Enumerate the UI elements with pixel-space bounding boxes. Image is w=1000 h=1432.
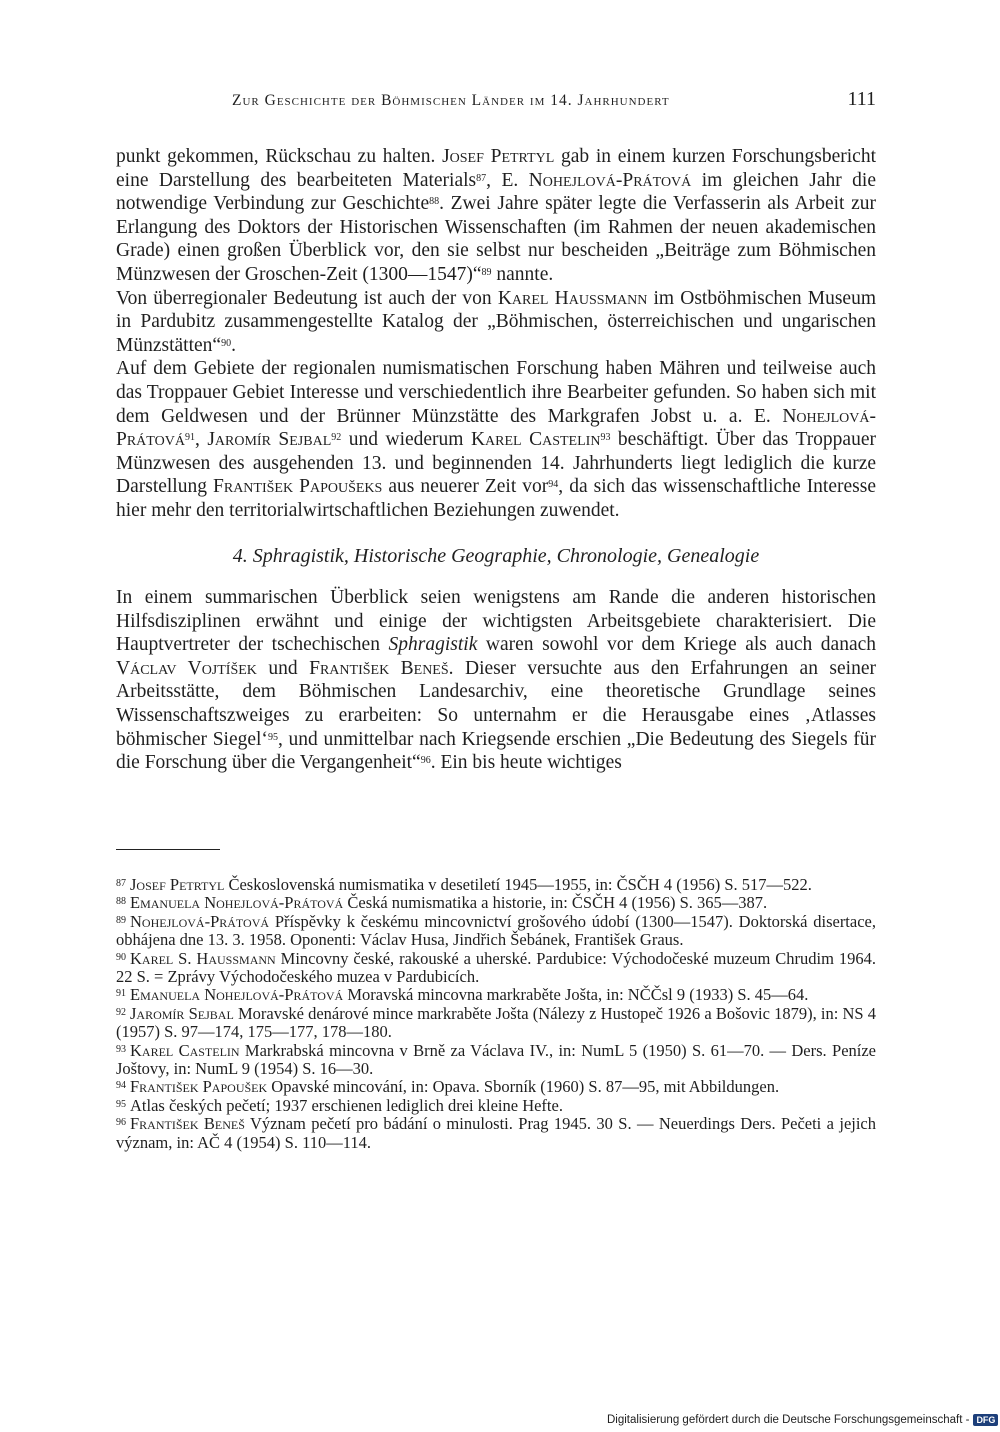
text: gab in einem kurzen Forschungsbericht eine Darstellung des bearbeiteten Materials <box>116 146 876 191</box>
text: , und unmittelbar nach Kriegsende erschien „Die Bedeutung des Siegels für die Forschung über die Vergangenheit“ <box>116 728 876 774</box>
footnote-author: Jaromír Sejbal <box>130 1003 234 1023</box>
text: , E. <box>486 169 529 191</box>
footnote-text: Mincovny české, rakouské a uherské. Pardubice: Východočeské muzeum Chrudim 1964. 22 S. = Zprávy Východočeského muzea v Pardubicích. <box>116 948 877 987</box>
footnote-text: Atlas českých pečetí; 1937 erschienen lediglich drei kleine Hefte. <box>130 1095 563 1115</box>
footnote-number: 93 <box>116 1043 126 1055</box>
footnote <box>116 1042 876 1079</box>
text: aus neuerer Zeit vor <box>382 476 549 498</box>
footnote-text: Význam pečetí pro bádání o minulosti. Prag 1945. 30 S. — Neuerdings Ders. Pečeti a jejich význam, in: AČ 4 (1954) S. 110—114. <box>116 1114 877 1152</box>
footnotes <box>116 876 876 1152</box>
section-heading: 4. Sphragistik, Historische Geographie, Chronologie, Genealogie <box>232 544 760 567</box>
text: im Ostböhmischen Museum in Pardubitz zusammengestellte Katalog der „Böhmischen, österreichischen und ungarischen Münzstätten“ <box>116 287 876 356</box>
footnote-text: Opavské mincování, in: Opava. Sborník (1960) S. 87—95, mit Abbildungen. <box>267 1077 780 1097</box>
text: , da sich das wissenschaftliche Interesse hier mehr den territorialwirtschaftlichen Beziehungen zuwendet. <box>116 476 876 521</box>
text: und <box>256 657 310 679</box>
paragraph-4 <box>116 586 876 775</box>
footnote-text: Markrabská mincovna v Brně za Václava IV., in: NumL 5 (1950) S. 61—70. — Ders. Peníze Joštovy, in: NumL 9 (1954) S. 16—30. <box>116 1040 876 1079</box>
text: . Ein bis heute wichtiges <box>430 752 622 774</box>
footnote <box>116 876 876 894</box>
footnote <box>116 1097 876 1115</box>
text: In einem summarischen Überblick seien wenigstens am Rande die anderen historischen Hilfsdisziplinen erwähnt und einige der wichtigsten Arbeitsgebiete charakterisiert. Die Hauptvertreter der tschechischen <box>116 587 876 656</box>
author-name: Karel Castelin <box>470 429 601 451</box>
footnote-ref: 92 <box>331 432 342 444</box>
footnote-number: 95 <box>116 1098 126 1110</box>
footnote-number: 91 <box>116 988 126 1000</box>
footnote-ref: 87 <box>476 172 487 184</box>
text: . Zwei Jahre später legte die Verfasserin als Arbeit zur Erlangung des Doktors der Historischen Wissenschaften (im Rahmen der neuen akademischen Grade) einen großen Überblick vor, den sie selbst nur bescheiden „Beiträge zum Böhmischen Münzwesen der Groschen-Zeit (1300—1547)“ <box>116 193 877 285</box>
paragraph-2 <box>116 287 876 358</box>
footnote-text: Moravské denárové mince markraběte Jošta (Nálezy z Hustopeč 1926 a Bošovic 1879), in: NS 4 (1957) S. 97—174, 175—177, 178—180. <box>116 1003 876 1042</box>
footnote-ref: 94 <box>548 479 559 491</box>
italic-term: Sphragistik <box>388 634 478 656</box>
footnote-ref: 95 <box>267 731 278 743</box>
running-title: Zur Geschichte der Böhmischen Länder im 14. Jahrhundert <box>232 92 670 109</box>
text: Von überregionaler Bedeutung ist auch der von <box>116 287 498 309</box>
author-name: Josef Petrtyl <box>442 146 555 167</box>
text: . <box>231 334 236 356</box>
text: und wiederum <box>341 429 471 451</box>
footnote-author: Emanuela Nohejlová-Prátová <box>130 985 344 1005</box>
author-name: František Beneš <box>309 657 449 679</box>
footnote-author: Nohejlová-Prátová <box>130 911 270 931</box>
footnote-number: 90 <box>116 951 126 963</box>
footnote-ref: 91 <box>184 432 195 444</box>
text: punkt gekommen, Rückschau zu halten. <box>116 146 443 167</box>
footnote-author: František Papoušek <box>130 1077 268 1097</box>
footnote-text: Příspěvky k českému mincovnictví grošového údobí (1300—1547). Doktorská disertace, obhájena dne 13. 3. 1958. Oponenti: Václav Husa, Jindřich Šebánek, František Graus. <box>116 911 876 950</box>
page-number: 111 <box>847 88 876 110</box>
footnote <box>116 950 876 987</box>
footnote-author: Josef Petrtyl <box>130 875 225 894</box>
footnote <box>116 1078 876 1096</box>
footnote-number: 96 <box>116 1117 126 1129</box>
author-name: Jaromír Sejbal <box>207 429 332 451</box>
text: im gleichen Jahr die notwendige Verbindung zur Geschichte <box>116 169 876 215</box>
footnote-number: 94 <box>116 1080 126 1092</box>
footnote-number: 92 <box>116 1006 126 1018</box>
footnote-separator <box>116 849 220 850</box>
footnote <box>116 894 876 912</box>
digitization-text: Digitalisierung gefördert durch die Deutsche Forschungsgemeinschaft - <box>607 1414 970 1426</box>
text: , <box>194 429 208 451</box>
footnote-author: Karel Castelin <box>130 1040 240 1060</box>
footnote-text: Československá numismatika v desetiletí 1945—1955, in: ČSČH 4 (1956) S. 517—522. <box>224 875 812 894</box>
text: waren sowohl vor dem Kriege als auch danach <box>477 634 877 656</box>
footnote-author: František Beneš <box>130 1114 245 1134</box>
footnote <box>116 1115 876 1152</box>
footnote-number: 89 <box>116 914 126 926</box>
footnote-text: Česká numismatika a historie, in: ČSČH 4 (1956) S. 365—387. <box>343 893 768 913</box>
footnote-author: Emanuela Nohejlová-Prátová <box>130 893 344 913</box>
main-text <box>116 145 876 775</box>
footnote <box>116 986 876 1004</box>
footnote-ref: 93 <box>600 432 611 444</box>
author-name: František Papoušeks <box>213 476 383 498</box>
author-name: Václav Vojtíšek <box>116 657 257 679</box>
author-name: Nohejlová-Prátová <box>528 169 692 191</box>
footnote-ref: 90 <box>221 337 232 349</box>
author-name: Karel Haussmann <box>497 287 648 309</box>
footnote-ref: 96 <box>420 755 431 767</box>
text: beschäftigt. Über das Troppauer Münzwesen des ausgehenden 13. und beginnenden 14. Jahrhunderts liegt lediglich die kurze Darstellung <box>116 429 876 498</box>
text: Auf dem Gebiete der regionalen numismatischen Forschung haben Mähren und teilweise auch das Troppauer Gebiet Interesse und verschiedentlich ihre Bearbeiter gefunden. So haben sich mit dem Geldwesen und der Brünner Münzstätte des Markgrafen Jobst u. a. E. <box>116 358 876 427</box>
footnote <box>116 1005 876 1042</box>
text: nannte. <box>491 263 554 285</box>
footnote-number: 88 <box>116 896 126 908</box>
dfg-logo: DFG <box>973 1414 998 1426</box>
digitization-notice <box>607 1414 998 1426</box>
footnote-number: 87 <box>116 878 126 889</box>
footnote-ref: 89 <box>481 266 492 278</box>
footnote-ref: 88 <box>429 196 440 208</box>
paragraph-1 <box>116 145 876 287</box>
footnote-author: Karel S. Haussmann <box>130 948 276 968</box>
paragraph-3 <box>116 357 876 522</box>
text: . Dieser versuchte aus den Erfahrungen an seiner Arbeitsstätte, dem Böhmischen Landesarchiv, eine theoretische Grundlage seines Wissenschaftszweiges zu erarbeiten: So unternahm er die Herausgabe eines ‚Atlasses böhmischer Siegel‘ <box>116 657 876 750</box>
footnote <box>116 913 876 950</box>
footnote-text: Moravská mincovna markraběte Jošta, in: NČČsl 9 (1933) S. 45—64. <box>343 985 809 1005</box>
author-name: Nohejlová-Prátová <box>116 405 876 451</box>
